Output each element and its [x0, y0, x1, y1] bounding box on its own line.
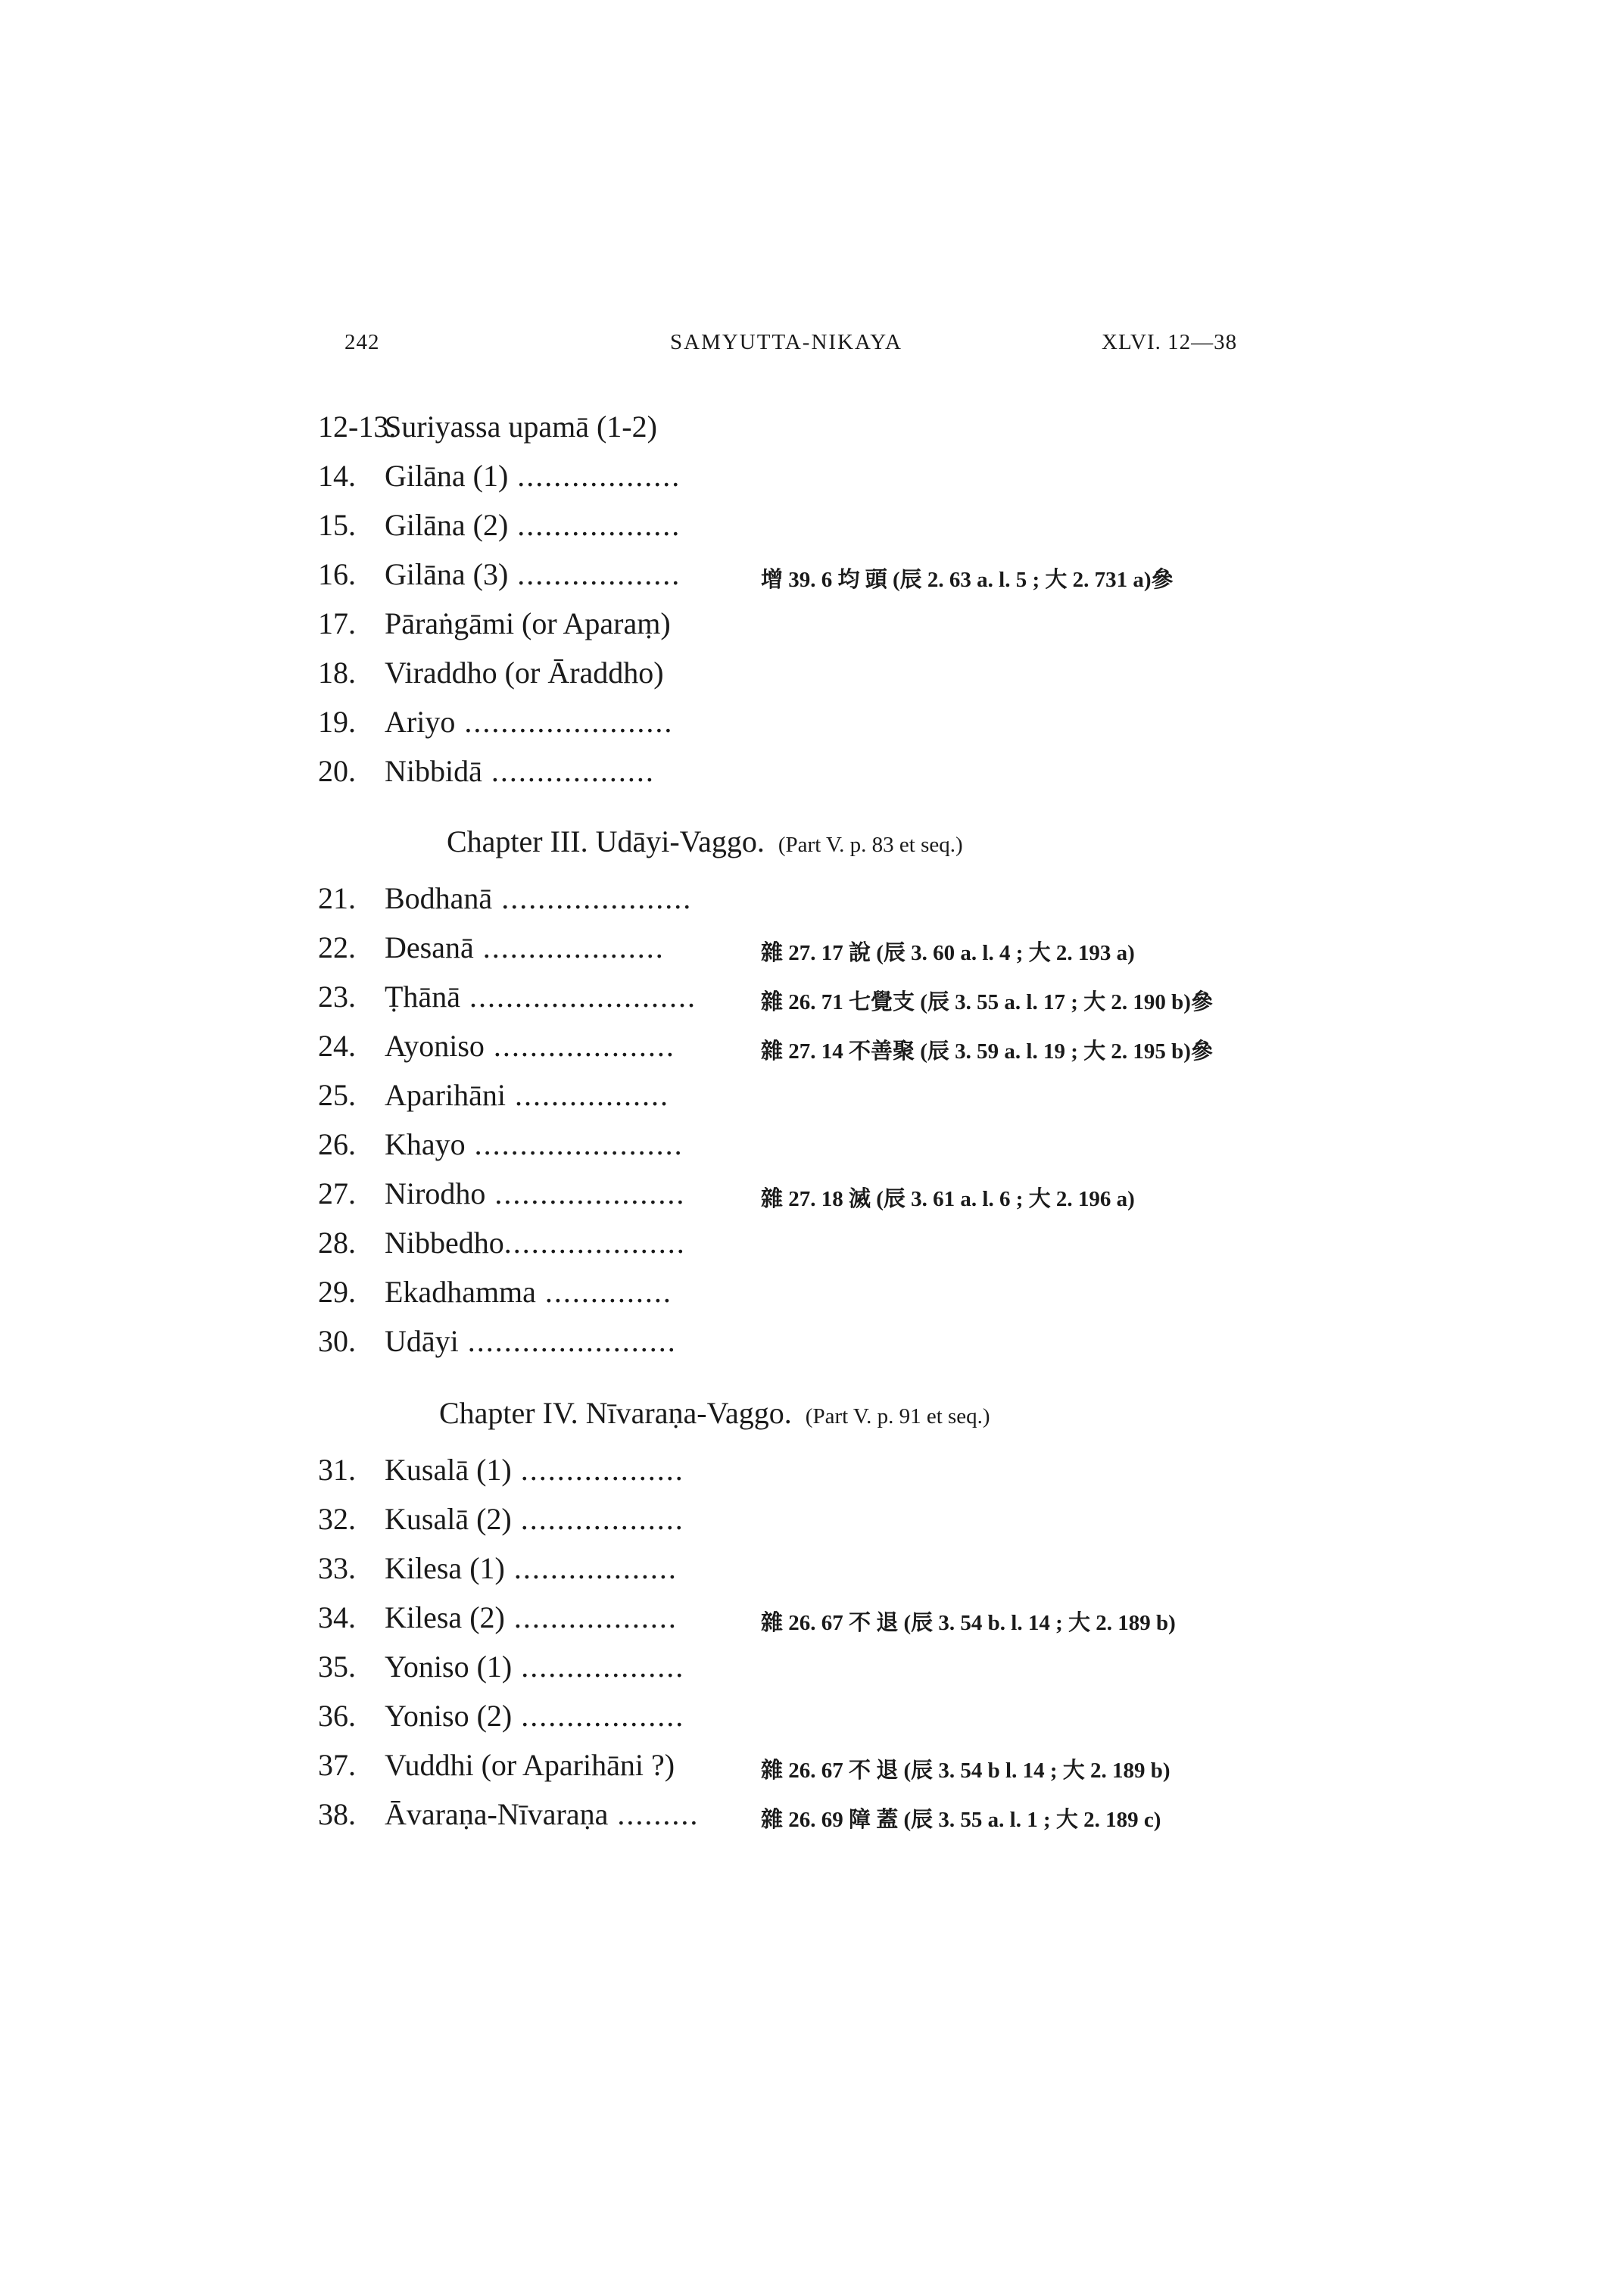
- entry-number: 29.: [318, 1275, 356, 1309]
- entry-number: 26.: [318, 1127, 356, 1161]
- list-item: [318, 606, 1302, 651]
- entry-name: Ṭhānā .........................: [385, 980, 697, 1014]
- entry-name: Udāyi .......................: [385, 1324, 677, 1358]
- list-item: [318, 409, 1302, 454]
- page-number: 242: [344, 330, 380, 354]
- list-item: [318, 1649, 1302, 1694]
- entry-name: Gilāna (2) ..................: [385, 508, 681, 542]
- entry-name: Gilāna (1) ..................: [385, 459, 681, 493]
- list-item: [318, 1698, 1302, 1743]
- list-item: [318, 930, 1302, 975]
- chapter-title: Chapter III. Udāyi-Vaggo.: [447, 824, 765, 858]
- entry-number: 16.: [318, 557, 356, 591]
- entry-reference: 雜 26. 69 障 蓋 (辰 3. 55 a. l. 1 ; 大 2. 189 c): [761, 1808, 1161, 1832]
- entry-reference: 雜 26. 67 不 退 (辰 3. 54 b l. 14 ; 大 2. 189 b): [761, 1759, 1170, 1783]
- entry-reference: 雜 27. 14 不善聚 (辰 3. 59 a. l. 19 ; 大 2. 195 b)參: [761, 1039, 1213, 1064]
- entry-number: 34.: [318, 1600, 356, 1634]
- entry-number: 38.: [318, 1797, 356, 1831]
- list-item: [318, 880, 1302, 926]
- entry-name: Pāraṅgāmi (or Aparaṃ): [385, 606, 671, 640]
- list-item: [318, 1077, 1302, 1123]
- list-item: [318, 1452, 1302, 1497]
- list-item: [318, 1796, 1302, 1842]
- entry-reference: 雜 27. 17 說 (辰 3. 60 a. l. 4 ; 大 2. 193 a): [761, 941, 1135, 965]
- list-item: [318, 753, 1302, 799]
- entry-number: 33.: [318, 1551, 356, 1585]
- entry-number: 30.: [318, 1324, 356, 1358]
- entry-name: Nibbedho....................: [385, 1226, 686, 1260]
- chapter-heading: [447, 824, 963, 859]
- entry-number: 15.: [318, 508, 356, 542]
- entry-number: 35.: [318, 1650, 356, 1684]
- list-item: [318, 1550, 1302, 1596]
- running-title: SAMYUTTA-NIKAYA: [670, 330, 902, 354]
- list-item: [318, 979, 1302, 1024]
- entry-name: Yoniso (1) ..................: [385, 1650, 685, 1684]
- chapter-heading: [439, 1395, 990, 1431]
- list-item: [318, 1126, 1302, 1172]
- entry-number: 31.: [318, 1453, 356, 1487]
- entry-name: Nirodho .....................: [385, 1176, 686, 1210]
- list-item: [318, 1323, 1302, 1369]
- entry-number: 22.: [318, 930, 356, 964]
- list-item: [318, 556, 1302, 602]
- entry-name: Desanā ....................: [385, 930, 665, 964]
- entry-reference: 雜 26. 71 七覺支 (辰 3. 55 a. l. 17 ; 大 2. 190 b)參: [761, 990, 1213, 1014]
- entry-number: 32.: [318, 1502, 356, 1536]
- list-item: [318, 1274, 1302, 1319]
- list-item: [318, 704, 1302, 749]
- entry-name: Kusalā (1) ..................: [385, 1453, 684, 1487]
- entry-name: Bodhanā .....................: [385, 881, 693, 915]
- chapter-part-reference: (Part V. p. 83 et seq.): [778, 833, 963, 857]
- entry-name: Gilāna (3) ..................: [385, 557, 681, 591]
- entry-number: 19.: [318, 705, 356, 739]
- chapter-part-reference: (Part V. p. 91 et seq.): [805, 1404, 990, 1428]
- list-item: [318, 1028, 1302, 1073]
- list-item: [318, 1600, 1302, 1645]
- entry-name: Suriyassa upamā (1-2): [385, 410, 657, 444]
- entry-number: 14.: [318, 459, 356, 493]
- entry-number: 28.: [318, 1226, 356, 1260]
- list-item: [318, 655, 1302, 700]
- entry-name: Aparihāni .................: [385, 1078, 669, 1112]
- section-range: XLVI. 12—38: [1102, 330, 1238, 354]
- entry-name: Khayo .......................: [385, 1127, 684, 1161]
- entry-name: Ayoniso ....................: [385, 1029, 675, 1063]
- entry-name: Kusalā (2) ..................: [385, 1502, 684, 1536]
- list-item: [318, 1747, 1302, 1793]
- list-item: [318, 458, 1302, 503]
- entry-name: Kilesa (1) ..................: [385, 1551, 678, 1585]
- entry-name: Yoniso (2) ..................: [385, 1699, 685, 1733]
- entry-name: Ariyo .......................: [385, 705, 674, 739]
- entry-number: 25.: [318, 1078, 356, 1112]
- entry-number: 36.: [318, 1699, 356, 1733]
- entry-name: Kilesa (2) ..................: [385, 1600, 678, 1634]
- entry-number: 24.: [318, 1029, 356, 1063]
- list-item: [318, 1501, 1302, 1547]
- chapter-title: Chapter IV. Nīvaraṇa-Vaggo.: [439, 1396, 792, 1430]
- entry-number: 17.: [318, 606, 356, 640]
- entry-number: 27.: [318, 1176, 356, 1210]
- entry-number: 18.: [318, 656, 356, 690]
- list-item: [318, 1225, 1302, 1270]
- entry-name: Āvaraṇa-Nīvaraṇa .........: [385, 1797, 700, 1831]
- entry-reference: 雜 27. 18 滅 (辰 3. 61 a. l. 6 ; 大 2. 196 a): [761, 1187, 1135, 1211]
- list-item: [318, 1176, 1302, 1221]
- entry-name: Nibbidā ..................: [385, 754, 655, 788]
- entry-number: 21.: [318, 881, 356, 915]
- running-header: [344, 330, 1291, 368]
- entry-name: Ekadhamma ..............: [385, 1275, 672, 1309]
- entry-number: 12-13.: [318, 410, 397, 444]
- entry-number: 23.: [318, 980, 356, 1014]
- entry-number: 20.: [318, 754, 356, 788]
- entry-reference: 雜 26. 67 不 退 (辰 3. 54 b. l. 14 ; 大 2. 189 b): [761, 1611, 1176, 1635]
- entry-name: Vuddhi (or Aparihāni ?): [385, 1748, 675, 1782]
- entry-number: 37.: [318, 1748, 356, 1782]
- entry-name: Viraddho (or Āraddho): [385, 656, 664, 690]
- list-item: [318, 507, 1302, 553]
- entry-reference: 增 39. 6 均 頭 (辰 2. 63 a. l. 5 ; 大 2. 731 a)參: [761, 568, 1174, 592]
